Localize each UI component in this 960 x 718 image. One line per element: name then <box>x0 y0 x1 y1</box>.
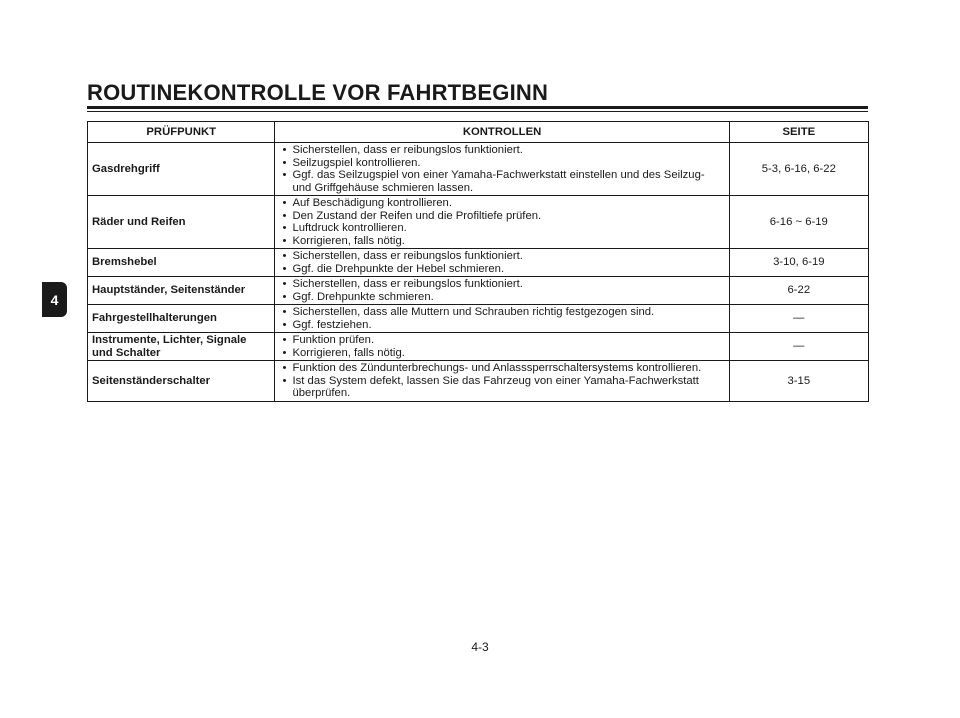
table-row <box>88 196 869 249</box>
row-checks <box>275 277 729 305</box>
table-row <box>88 143 869 196</box>
row-page: 3-15 <box>729 361 868 402</box>
check-item: • Sicherstellen, dass er reibungslos funktioniert. <box>282 250 723 263</box>
check-item: • Den Zustand der Reifen und die Profiltiefe prüfen. <box>282 210 723 223</box>
row-item: Fahrgestellhalterungen <box>88 305 275 333</box>
table-row <box>88 333 869 361</box>
check-item: • Sicherstellen, dass alle Muttern und Schrauben richtig festgezogen sind. <box>282 306 723 319</box>
check-item: • Ggf. das Seilzugspiel von einer Yamaha-Fachwerkstatt einstellen und des Seilzug- und Griffgehäuse schmieren lassen. <box>282 169 723 194</box>
check-item: • Korrigieren, falls nötig. <box>282 347 723 360</box>
check-item: • Ggf. Drehpunkte schmieren. <box>282 291 723 304</box>
table-row <box>88 249 869 277</box>
row-checks <box>275 361 729 402</box>
table-row <box>88 277 869 305</box>
row-item: Bremshebel <box>88 249 275 277</box>
row-page: 3-10, 6-19 <box>729 249 868 277</box>
page-title: ROUTINEKONTROLLE VOR FAHRTBEGINN <box>87 80 549 105</box>
chapter-tab <box>42 282 67 317</box>
row-page: 5-3, 6-16, 6-22 <box>729 143 868 196</box>
check-item: • Ist das System defekt, lassen Sie das Fahrzeug von einer Yamaha-Fachwerkstatt überprüfen. <box>282 375 723 400</box>
page-number: 4-3 <box>471 640 489 654</box>
row-checks <box>275 196 729 249</box>
title-underline-thin <box>87 111 868 112</box>
header-seite: SEITE <box>729 122 868 143</box>
row-item: Seitenständerschalter <box>88 361 275 402</box>
row-item: Instrumente, Lichter, Signale und Schalter <box>88 333 275 361</box>
row-item: Gasdrehgriff <box>88 143 275 196</box>
row-page: — <box>729 333 868 361</box>
row-checks <box>275 333 729 361</box>
header-pruefpunkt: PRÜFPUNKT <box>88 122 275 143</box>
check-item: • Sicherstellen, dass er reibungslos funktioniert. <box>282 278 723 291</box>
check-item: • Auf Beschädigung kontrollieren. <box>282 197 723 210</box>
table-row <box>88 305 869 333</box>
check-item: • Luftdruck kontrollieren. <box>282 222 723 235</box>
table-row <box>88 361 869 402</box>
check-item: • Funktion des Zündunterbrechungs- und Anlasssperrschaltersystems kontrollieren. <box>282 362 723 375</box>
chapter-number: 4 <box>50 291 59 308</box>
row-checks <box>275 249 729 277</box>
row-page: 6-22 <box>729 277 868 305</box>
check-item: • Funktion prüfen. <box>282 334 723 347</box>
check-item: • Sicherstellen, dass er reibungslos funktioniert. <box>282 144 723 157</box>
header-kontrollen: KONTROLLEN <box>275 122 729 143</box>
inspection-table <box>87 121 869 402</box>
row-item: Hauptständer, Seitenständer <box>88 277 275 305</box>
check-item: • Korrigieren, falls nötig. <box>282 235 723 248</box>
title-underline-thick <box>87 106 868 109</box>
row-page: — <box>729 305 868 333</box>
row-item: Räder und Reifen <box>88 196 275 249</box>
check-item: • Ggf. festziehen. <box>282 319 723 332</box>
row-checks <box>275 305 729 333</box>
check-item: • Ggf. die Drehpunkte der Hebel schmieren. <box>282 263 723 276</box>
row-page: 6-16 ~ 6-19 <box>729 196 868 249</box>
row-checks <box>275 143 729 196</box>
table-header-row <box>88 122 869 143</box>
check-item: • Seilzugspiel kontrollieren. <box>282 157 723 170</box>
